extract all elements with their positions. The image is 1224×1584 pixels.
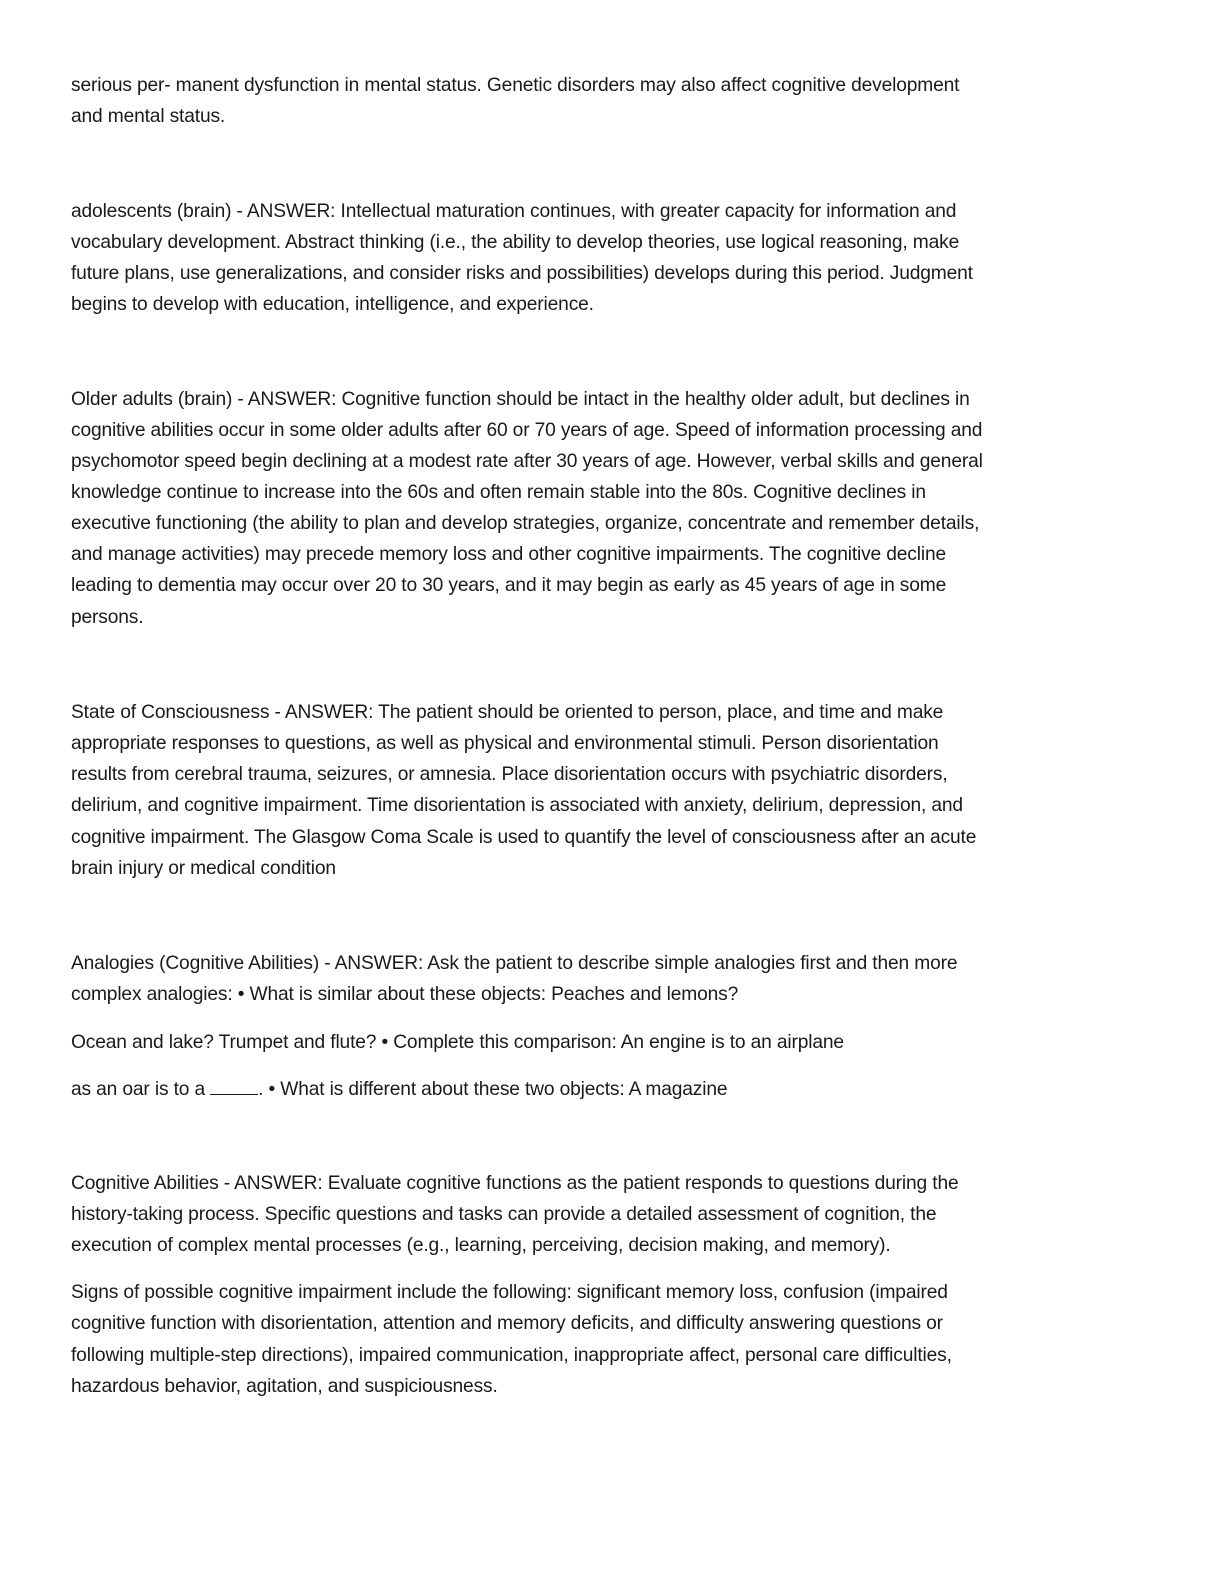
text-line: Signs of possible cognitive impairment include the following: significant memory loss, confusion (impaired (71, 1282, 948, 1303)
text-line: delirium, and cognitive impairment. Time disorientation is associated with anxiety, delirium, depression, and (71, 795, 963, 816)
text-line: begins to develop with education, intelligence, and experience. (71, 294, 594, 315)
text-line: future plans, use generalizations, and consider risks and possibilities) develops during this period. Judgment (71, 263, 973, 284)
text-line: and manage activities) may precede memory loss and other cognitive impairments. The cognitive decline (71, 544, 947, 565)
text-line: and mental status. (71, 106, 226, 127)
text-line: cognitive function with disorientation, attention and memory deficits, and difficulty answering questions or (71, 1313, 943, 1334)
text-line: psychomotor speed begin declining at a modest rate after 30 years of age. However, verbal skills and general (71, 451, 983, 472)
text-line: executive functioning (the ability to plan and develop strategies, organize, concentrate and remember details, (71, 513, 980, 534)
text-line: following multiple-step directions), impaired communication, inappropriate affect, personal care difficulties, (71, 1345, 952, 1366)
text-line: execution of complex mental processes (e.g., learning, perceiving, decision making, and memory). (71, 1235, 891, 1256)
text-line: leading to dementia may occur over 20 to 30 years, and it may begin as early as 45 years of age in some (71, 575, 947, 596)
text-line: cognitive impairment. The Glasgow Coma Scale is used to quantify the level of consciousness after an acute (71, 827, 977, 848)
text-line: serious per- manent dysfunction in mental status. Genetic disorders may also affect cognitive development (71, 75, 960, 96)
text-segment: . • What is different about these two objects: A magazine (258, 1079, 728, 1100)
text-line: Ocean and lake? Trumpet and flute? • Complete this comparison: An engine is to an airplane (71, 1032, 844, 1053)
text-line: brain injury or medical condition (71, 858, 336, 879)
text-line: history-taking process. Specific questions and tasks can provide a detailed assessment of cognition, the (71, 1204, 937, 1225)
text-line: persons. (71, 607, 144, 628)
text-line: results from cerebral trauma, seizures, or amnesia. Place disorientation occurs with psychiatric disorders, (71, 764, 948, 785)
text-line: hazardous behavior, agitation, and suspiciousness. (71, 1376, 498, 1397)
text-line: Older adults (brain) - ANSWER: Cognitive function should be intact in the healthy older adult, but declines in (71, 389, 970, 410)
text-line: Analogies (Cognitive Abilities) - ANSWER: Ask the patient to describe simple analogies first and then more (71, 953, 958, 974)
text-segment: as an oar is to a (71, 1079, 211, 1100)
text-line: appropriate responses to questions, as well as physical and environmental stimuli. Person disorientation (71, 733, 939, 754)
text-line: adolescents (brain) - ANSWER: Intellectual maturation continues, with greater capacity for information and (71, 201, 957, 222)
text-line: State of Consciousness - ANSWER: The patient should be oriented to person, place, and time and make (71, 702, 944, 723)
text-line: vocabulary development. Abstract thinking (i.e., the ability to develop theories, use logical reasoning, make (71, 232, 960, 253)
text-line: Cognitive Abilities - ANSWER: Evaluate cognitive functions as the patient responds to questions during the (71, 1173, 959, 1194)
text-line: cognitive abilities occur in some older adults after 60 or 70 years of age. Speed of information processing and (71, 420, 983, 441)
text-line: knowledge continue to increase into the 60s and often remain stable into the 80s. Cognitive declines in (71, 482, 926, 503)
text-line (71, 1077, 727, 1102)
fill-in-blank (210, 1077, 258, 1095)
text-line: complex analogies: • What is similar about these objects: Peaches and lemons? (71, 984, 739, 1005)
